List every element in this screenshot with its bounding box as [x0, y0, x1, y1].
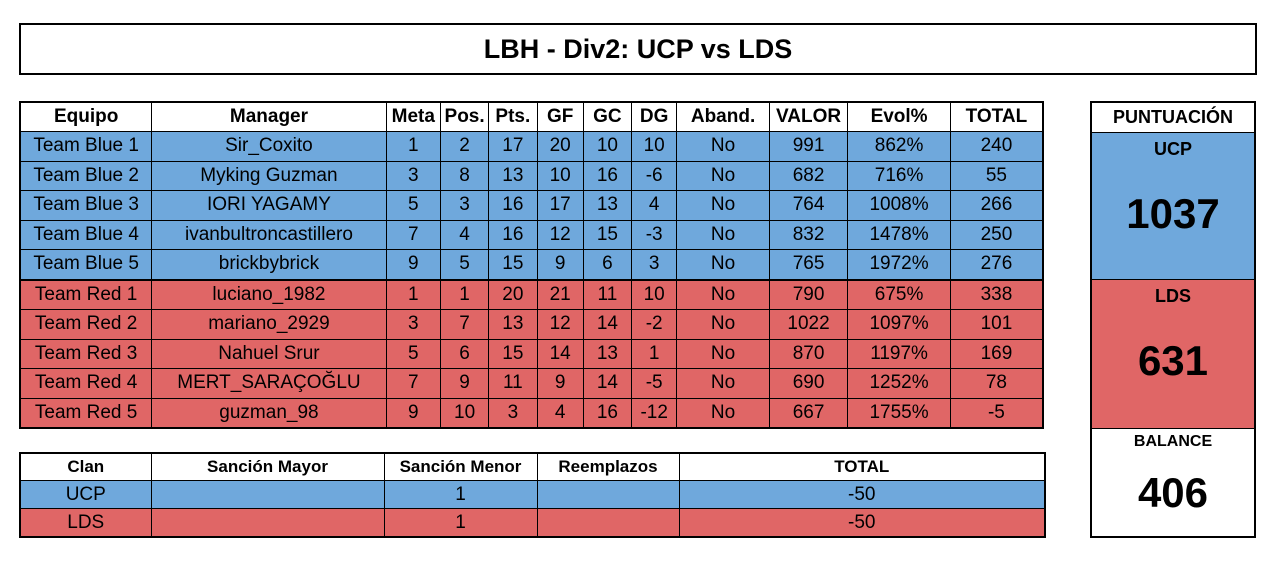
cell-manager: brickbybrick [152, 250, 386, 280]
balance-block [1092, 429, 1254, 536]
standings-row [20, 369, 1043, 399]
cell-pts: 13 [489, 161, 537, 191]
cell-valor: 991 [769, 132, 847, 162]
cell-pos: 6 [440, 339, 488, 369]
col-header-gc: GC [583, 102, 631, 132]
col-header-total: TOTAL [950, 102, 1043, 132]
col-header-gf: GF [537, 102, 583, 132]
cell-valor: 832 [769, 220, 847, 250]
sanction-row [20, 481, 1045, 509]
cell-gf: 9 [537, 369, 583, 399]
col-header-aband: Aband. [677, 102, 770, 132]
cell-manager: Nahuel Srur [152, 339, 386, 369]
cell-pts: 15 [489, 339, 537, 369]
cell-valor: 790 [769, 280, 847, 310]
cell-team: Team Blue 3 [20, 191, 152, 221]
cell-pts: 3 [489, 398, 537, 428]
cell-team: Team Red 1 [20, 280, 152, 310]
score-panel [1090, 101, 1256, 538]
ucp-score-label: UCP [1153, 139, 1192, 159]
cell-pos: 7 [440, 310, 488, 340]
cell-manager: IORI YAGAMY [152, 191, 386, 221]
cell-dg: 1 [632, 339, 677, 369]
cell-dg: 10 [632, 280, 677, 310]
cell-dg: -12 [632, 398, 677, 428]
cell-total: 78 [950, 369, 1043, 399]
cell-total: 101 [950, 310, 1043, 340]
cell-gf: 20 [537, 132, 583, 162]
standings-row [20, 310, 1043, 340]
cell-aband: No [677, 220, 770, 250]
cell-dg: -2 [632, 310, 677, 340]
cell-gc: 15 [583, 220, 631, 250]
sanctions-table [19, 452, 1046, 538]
cell-pts: 15 [489, 250, 537, 280]
cell-evol: 1478% [848, 220, 951, 250]
cell-valor: 682 [769, 161, 847, 191]
cell-meta: 7 [386, 369, 440, 399]
cell-meta: 3 [386, 161, 440, 191]
sanction-cell-mayor [151, 481, 384, 509]
cell-pos: 2 [440, 132, 488, 162]
cell-meta: 9 [386, 250, 440, 280]
col-header-evol: Evol% [848, 102, 951, 132]
cell-manager: mariano_2929 [152, 310, 386, 340]
cell-team: Team Blue 2 [20, 161, 152, 191]
sanctions-header-row [20, 453, 1045, 481]
cell-valor: 1022 [769, 310, 847, 340]
cell-evol: 1755% [848, 398, 951, 428]
cell-valor: 667 [769, 398, 847, 428]
cell-aband: No [677, 191, 770, 221]
standings-row [20, 250, 1043, 280]
cell-valor: 764 [769, 191, 847, 221]
cell-gc: 14 [583, 369, 631, 399]
sanction-cell-menor: 1 [384, 481, 537, 509]
col-header-pts: Pts. [489, 102, 537, 132]
cell-manager: ivanbultroncastillero [152, 220, 386, 250]
col-header-valor: VALOR [769, 102, 847, 132]
standings-row [20, 161, 1043, 191]
cell-team: Team Red 3 [20, 339, 152, 369]
cell-gc: 14 [583, 310, 631, 340]
cell-pos: 5 [440, 250, 488, 280]
cell-dg: -3 [632, 220, 677, 250]
balance-value: 406 [1137, 469, 1209, 516]
cell-aband: No [677, 280, 770, 310]
cell-aband: No [677, 339, 770, 369]
cell-total: 240 [950, 132, 1043, 162]
ucp-score-value: 1037 [1126, 190, 1220, 237]
sanction-cell-total: -50 [679, 481, 1045, 509]
col-header-dg: DG [632, 102, 677, 132]
cell-valor: 870 [769, 339, 847, 369]
cell-meta: 1 [386, 132, 440, 162]
lds-score-block [1092, 280, 1254, 429]
cell-pos: 9 [440, 369, 488, 399]
cell-dg: 3 [632, 250, 677, 280]
cell-aband: No [677, 369, 770, 399]
cell-manager: luciano_1982 [152, 280, 386, 310]
cell-dg: 10 [632, 132, 677, 162]
cell-meta: 9 [386, 398, 440, 428]
standings-row [20, 398, 1043, 428]
cell-gf: 10 [537, 161, 583, 191]
sanction-cell-clan: LDS [20, 509, 151, 538]
col-header-equipo: Equipo [20, 102, 152, 132]
cell-manager: MERT_SARAÇOĞLU [152, 369, 386, 399]
col-header-clan: Clan [20, 453, 151, 481]
cell-team: Team Red 5 [20, 398, 152, 428]
col-header-pos: Pos. [440, 102, 488, 132]
cell-aband: No [677, 161, 770, 191]
cell-evol: 862% [848, 132, 951, 162]
cell-pts: 16 [489, 191, 537, 221]
cell-total: 55 [950, 161, 1043, 191]
cell-pos: 8 [440, 161, 488, 191]
cell-gf: 17 [537, 191, 583, 221]
cell-team: Team Blue 5 [20, 250, 152, 280]
ucp-score-block [1092, 133, 1254, 280]
cell-dg: 4 [632, 191, 677, 221]
cell-evol: 1008% [848, 191, 951, 221]
cell-pts: 16 [489, 220, 537, 250]
cell-meta: 5 [386, 191, 440, 221]
cell-total: 266 [950, 191, 1043, 221]
standings-row [20, 339, 1043, 369]
cell-pts: 11 [489, 369, 537, 399]
sanction-cell-reemplazos [537, 509, 679, 538]
col-header-manager: Manager [152, 102, 386, 132]
cell-total: -5 [950, 398, 1043, 428]
cell-meta: 7 [386, 220, 440, 250]
cell-evol: 716% [848, 161, 951, 191]
cell-gf: 21 [537, 280, 583, 310]
cell-gc: 16 [583, 161, 631, 191]
cell-total: 338 [950, 280, 1043, 310]
cell-pts: 17 [489, 132, 537, 162]
cell-dg: -6 [632, 161, 677, 191]
cell-gc: 16 [583, 398, 631, 428]
cell-gf: 12 [537, 220, 583, 250]
cell-aband: No [677, 132, 770, 162]
cell-manager: Sir_Coxito [152, 132, 386, 162]
cell-team: Team Red 2 [20, 310, 152, 340]
sanction-cell-mayor [151, 509, 384, 538]
cell-pts: 13 [489, 310, 537, 340]
cell-valor: 765 [769, 250, 847, 280]
col-header-sancion-mayor: Sanción Mayor [151, 453, 384, 481]
balance-label: BALANCE [1133, 433, 1213, 450]
lds-score-value: 631 [1137, 337, 1209, 384]
cell-evol: 1252% [848, 369, 951, 399]
score-panel-header: PUNTUACIÓN [1092, 103, 1254, 133]
cell-evol: 1097% [848, 310, 951, 340]
col-header-sanction-total: TOTAL [679, 453, 1045, 481]
cell-gc: 11 [583, 280, 631, 310]
sanction-cell-reemplazos [537, 481, 679, 509]
cell-evol: 675% [848, 280, 951, 310]
cell-pts: 20 [489, 280, 537, 310]
cell-gf: 4 [537, 398, 583, 428]
cell-dg: -5 [632, 369, 677, 399]
cell-manager: guzman_98 [152, 398, 386, 428]
cell-pos: 10 [440, 398, 488, 428]
sanction-row [20, 509, 1045, 538]
cell-evol: 1197% [848, 339, 951, 369]
cell-gc: 10 [583, 132, 631, 162]
cell-total: 250 [950, 220, 1043, 250]
sanction-cell-clan: UCP [20, 481, 151, 509]
col-header-reemplazos: Reemplazos [537, 453, 679, 481]
standings-row [20, 191, 1043, 221]
cell-gf: 9 [537, 250, 583, 280]
sanction-cell-menor: 1 [384, 509, 537, 538]
cell-meta: 3 [386, 310, 440, 340]
cell-evol: 1972% [848, 250, 951, 280]
cell-manager: Myking Guzman [152, 161, 386, 191]
cell-team: Team Blue 1 [20, 132, 152, 162]
cell-aband: No [677, 310, 770, 340]
cell-aband: No [677, 250, 770, 280]
standings-row [20, 280, 1043, 310]
standings-table [19, 101, 1044, 429]
cell-gc: 13 [583, 339, 631, 369]
cell-valor: 690 [769, 369, 847, 399]
standings-row [20, 132, 1043, 162]
cell-aband: No [677, 398, 770, 428]
cell-pos: 3 [440, 191, 488, 221]
cell-gf: 12 [537, 310, 583, 340]
cell-gc: 6 [583, 250, 631, 280]
standings-row [20, 220, 1043, 250]
cell-team: Team Red 4 [20, 369, 152, 399]
col-header-sancion-menor: Sanción Menor [384, 453, 537, 481]
cell-gf: 14 [537, 339, 583, 369]
cell-meta: 5 [386, 339, 440, 369]
cell-total: 169 [950, 339, 1043, 369]
cell-total: 276 [950, 250, 1043, 280]
lds-score-label: LDS [1155, 286, 1191, 306]
cell-team: Team Blue 4 [20, 220, 152, 250]
sanction-cell-total: -50 [679, 509, 1045, 538]
cell-pos: 4 [440, 220, 488, 250]
page-title: LBH - Div2: UCP vs LDS [19, 23, 1257, 75]
col-header-meta: Meta [386, 102, 440, 132]
cell-meta: 1 [386, 280, 440, 310]
standings-header-row [20, 102, 1043, 132]
cell-pos: 1 [440, 280, 488, 310]
cell-gc: 13 [583, 191, 631, 221]
